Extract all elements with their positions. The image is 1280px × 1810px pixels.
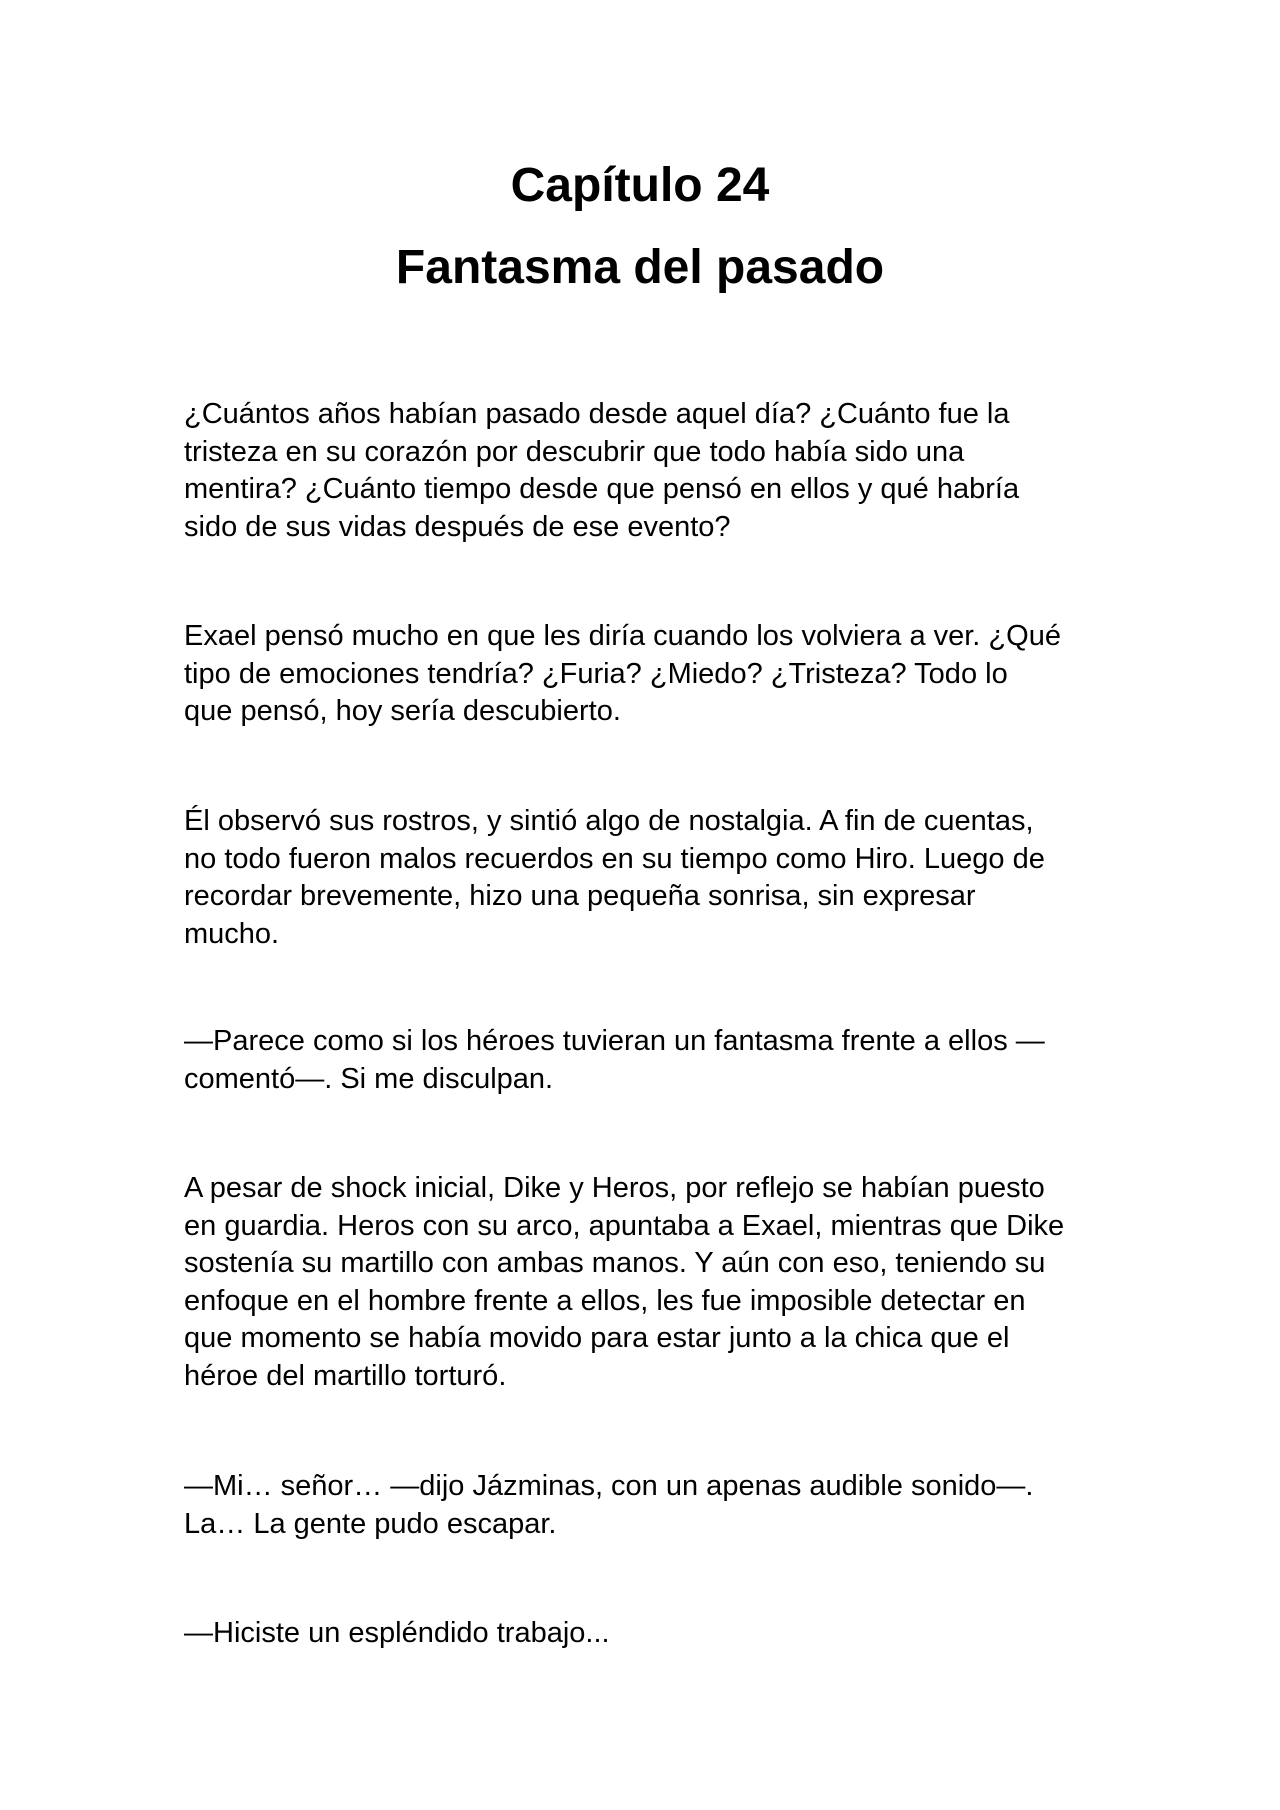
text-line: ¿Cuántos años habían pasado desde aquel día? ¿Cuánto fue la <box>184 398 1010 430</box>
text-line: en guardia. Heros con su arco, apuntaba a Exael, mientras que Dike <box>184 1209 1065 1242</box>
text-line: no todo fueron malos recuerdos en su tiempo como Hiro. Luego de <box>184 842 1045 875</box>
text-line: que momento se había movido para estar junto a la chica que el <box>184 1322 1010 1354</box>
text-line: Él observó sus rostros, y sintió algo de nostalgia. A fin de cuentas, <box>184 805 1034 837</box>
text-line: —Parece como si los héroes tuvieran un fantasma frente a ellos — <box>184 1025 1045 1057</box>
text-line: que pensó, hoy sería descubierto. <box>184 695 621 727</box>
text-line: A pesar de shock inicial, Dike y Heros, por reflejo se habían puesto <box>184 1172 1045 1204</box>
paragraph-1 <box>184 396 1104 546</box>
text-line: comentó—. Si me disculpan. <box>184 1062 554 1095</box>
text-line: héroe del martillo torturó. <box>184 1359 507 1392</box>
paragraph-5 <box>184 1170 1104 1395</box>
chapter-number-heading: Capítulo 24 <box>510 159 770 212</box>
text-line: recordar brevemente, hizo una pequeña sonrisa, sin expresar <box>184 880 976 912</box>
paragraph-2 <box>184 618 1104 731</box>
text-line: enfoque en el hombre frente a ellos, les fue imposible detectar en <box>184 1284 1026 1317</box>
text-line: Exael pensó mucho en que les diría cuando los volviera a ver. ¿Qué <box>184 620 1061 652</box>
text-line: mucho. <box>184 917 280 950</box>
chapter-title-heading: Fantasma del pasado <box>395 241 885 294</box>
paragraph-4 <box>184 1023 1104 1098</box>
text-line: tristeza en su corazón por descubrir que todo había sido una <box>184 435 965 468</box>
text-line: —Hiciste un espléndido trabajo... <box>184 1617 610 1649</box>
text-line: sido de sus vidas después de ese evento? <box>184 510 731 543</box>
text-line: —Mi… señor… —dijo Jázminas, con un apenas audible sonido—. <box>184 1470 1034 1502</box>
text-line: tipo de emociones tendría? ¿Furia? ¿Miedo? ¿Tristeza? Todo lo <box>184 657 1008 690</box>
text-line: mentira? ¿Cuánto tiempo desde que pensó en ellos y qué habría <box>184 473 1020 505</box>
paragraph-3 <box>184 803 1104 953</box>
paragraph-6 <box>184 1468 1104 1543</box>
paragraph-7 <box>184 1615 1104 1653</box>
text-line: La… La gente pudo escapar. <box>184 1507 557 1540</box>
text-line: sostenía su martillo con ambas manos. Y aún con eso, teniendo su <box>184 1247 1046 1279</box>
